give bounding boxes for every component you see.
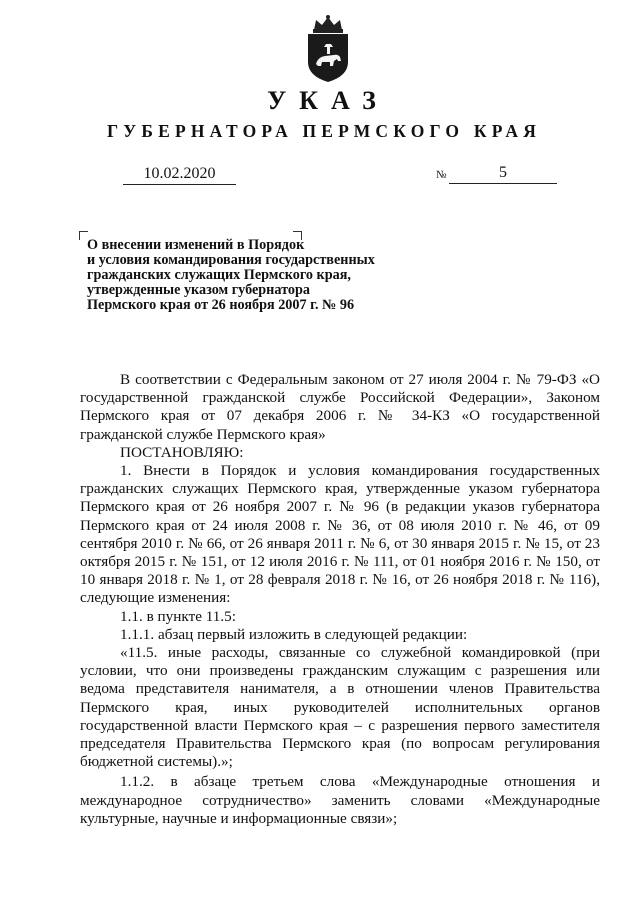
item-1-1: 1.1. в пункте 11.5: [120, 607, 236, 625]
subject-line: утвержденные указом губернатора [87, 282, 310, 298]
subject-line: и условия командирования государственных [87, 252, 375, 268]
item-1-1-1: 1.1.1. абзац первый изложить в следующей редакции: [120, 625, 468, 643]
decree-word: ПОСТАНОВЛЯЮ: [120, 443, 244, 461]
preamble-paragraph: В соответствии с Федеральным законом от 27 июля 2004 г. № 79-ФЗ «О государственной гражданской службе Российской Федерации», Законом Пермского края от 07 декабря 2006 г. № 34-КЗ «О государственной гражданской службе Пермского края» [80, 371, 600, 443]
subject-line: Пермского края от 26 ноября 2007 г. № 96 [87, 297, 355, 313]
document-body [80, 371, 600, 828]
coat-of-arms-icon [300, 14, 356, 84]
document-number: 5 [449, 163, 557, 184]
item-1: 1. Внести в Порядок и условия командирования государственных гражданских служащих Пермского края, утвержденные указом губернатора Пермского края от 26 ноября 2007 г. № 96 (в редакции указов губернатора Пермского края от 24 июля 2008 г. № 36, от 08 июля 2010 г. № 46, от 09 сентября 2010 г. № 66, от 26 января 2011 г. № 6, от 30 января 2015 г. № 15, от 23 октября 2015 г. № 151, от 12 июля 2016 г. № 111, от 01 ноября 2016 г. № 150, от 10 января 2018 г. № 1, от 28 февраля 2018 г. № 16, от 26 ноября 2018 г. № 116), следующие изменения: [80, 462, 600, 607]
subject-line: гражданских служащих Пермского края, [87, 267, 351, 283]
quoted-amendment: «11.5. иные расходы, связанные со служебной командировкой (при условии, что они произведены гражданским служащим с разрешения или ведома представителя нанимателя, а в отношении членов Правительства Пермского края, иных руководителей исполнительных органов государственной власти Пермского края – с разрешения первого заместителя председателя Правительства Пермского края (по вопросам регулирования бюджетной системы).»; [80, 644, 600, 771]
document-title: УКАЗ [267, 86, 389, 115]
document-subject [87, 238, 407, 313]
subject-line: О внесении изменений в Порядок [87, 237, 305, 253]
item-1-1-2: 1.1.2. в абзаце третьем слова «Международные отношения и международное сотрудничество» заменить словами «Международные культурные, научные и информационные связи»; [80, 773, 600, 827]
number-sign: № [436, 169, 447, 181]
document-date: 10.02.2020 [123, 164, 236, 185]
document-issuer: ГУБЕРНАТОРА ПЕРМСКОГО КРАЯ [106, 121, 542, 141]
